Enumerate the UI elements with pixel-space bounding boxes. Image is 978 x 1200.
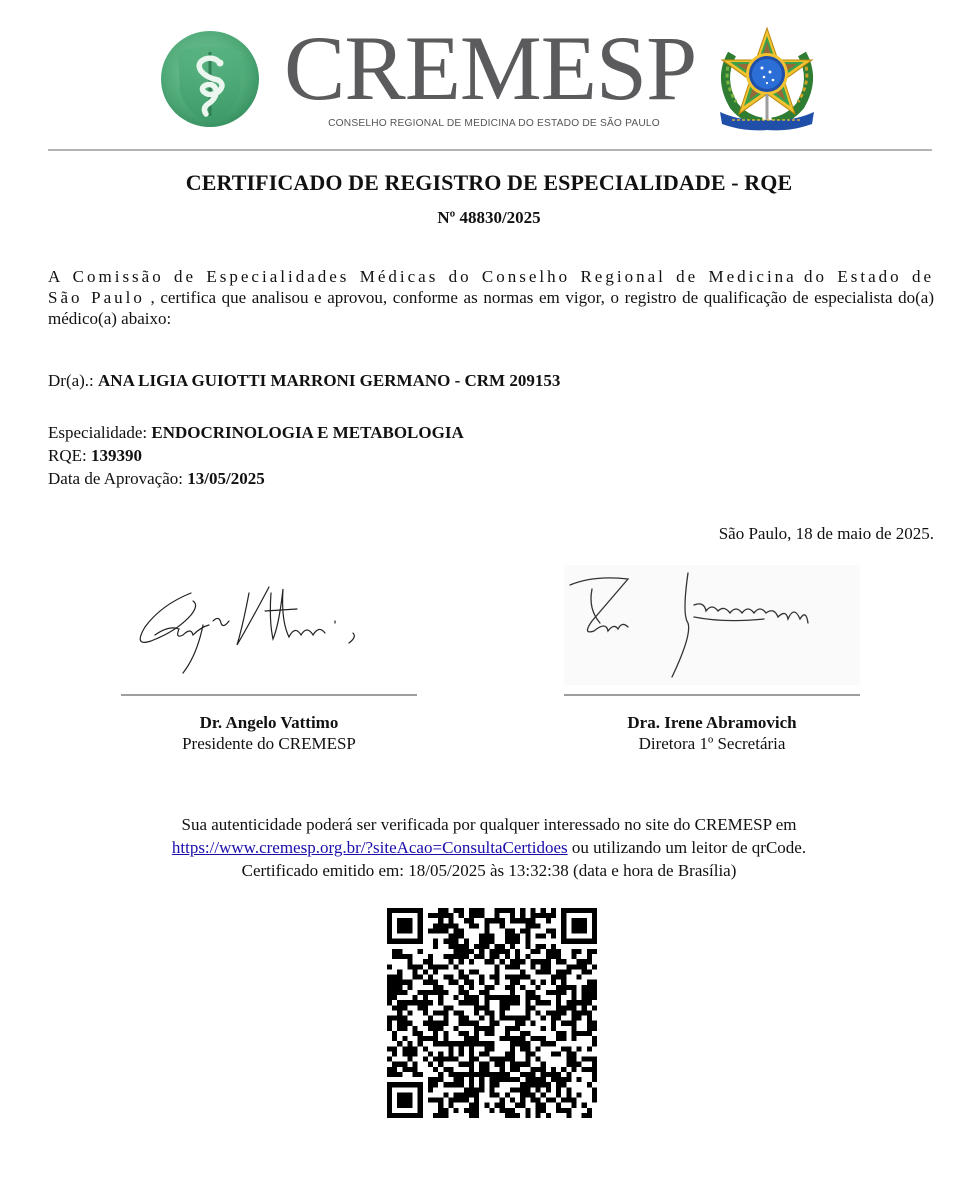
verification-link[interactable]: https://www.cremesp.org.br/?siteAcao=ConsultaCertidoes [171,838,568,857]
approval-value: 13/05/2025 [187,469,265,488]
verification-line2-rest: ou utilizando um leitor de qrCode. [567,838,807,857]
intro-line2-rest: , certifica que analisou e aprovou, conforme as normas em vigor, o registro de qualificação de especialista do(a) médico(a) abaixo: [48,288,934,328]
rqe-value: 139390 [90,446,142,465]
intro-line2-spaced: do Estado de São Paulo [48,267,934,307]
signer-name: Dr. Angelo Vattimo [199,713,339,732]
signature-image [121,565,417,685]
signature-line [121,694,417,696]
signature-line [564,694,860,696]
issued-at: Certificado emitido em: 18/05/2025 às 13:32:38 (data e hora de Brasília) [241,861,737,880]
certificate-number: Nº 48830/2025 [437,208,541,227]
caduceus-serpent-icon [160,30,260,128]
rqe-field [48,445,142,466]
place-date: São Paulo, 18 de maio de 2025. [718,524,934,543]
specialty-label: Especialidade: [48,423,152,442]
brand-name: CREMESP [284,17,697,119]
intro-paragraph [48,266,934,329]
qr-code-icon[interactable] [387,908,597,1118]
header-divider [48,149,932,151]
verification-line2 [0,836,978,859]
signature-image [564,565,860,685]
doctor-value: ANA LIGIA GUIOTTI MARRONI GERMANO - CRM 209153 [98,371,561,390]
certificate-title: CERTIFICADO DE REGISTRO DE ESPECIALIDADE - RQE [185,170,793,195]
specialty-value: ENDOCRINOLOGIA E METABOLOGIA [151,423,464,442]
doctor-label: Dr(a).: [48,371,99,390]
signature-block-president [121,565,417,754]
signer-name: Dra. Irene Abramovich [627,713,797,732]
signature-block-secretary [564,565,860,754]
brazil-coat-of-arms-icon [712,24,822,136]
doctor-field [48,370,560,391]
approval-label: Data de Aprovação: [48,469,188,488]
verification-text [0,813,978,882]
header [0,0,978,140]
verification-line1: Sua autenticidade poderá ser verificada por qualquer interessado no site do CREMESP em [181,815,797,834]
signer-role: Diretora 1º Secretária [638,734,786,753]
approval-date-field [48,468,265,489]
brand-subtitle: CONSELHO REGIONAL DE MEDICINA DO ESTADO DE SÃO PAULO [328,118,660,129]
signer-role: Presidente do CREMESP [182,734,356,753]
specialty-field [48,422,464,443]
intro-line1: A Comissão de Especialidades Médicas do Conselho Regional de Medicina [48,267,797,286]
rqe-label: RQE: [48,446,91,465]
